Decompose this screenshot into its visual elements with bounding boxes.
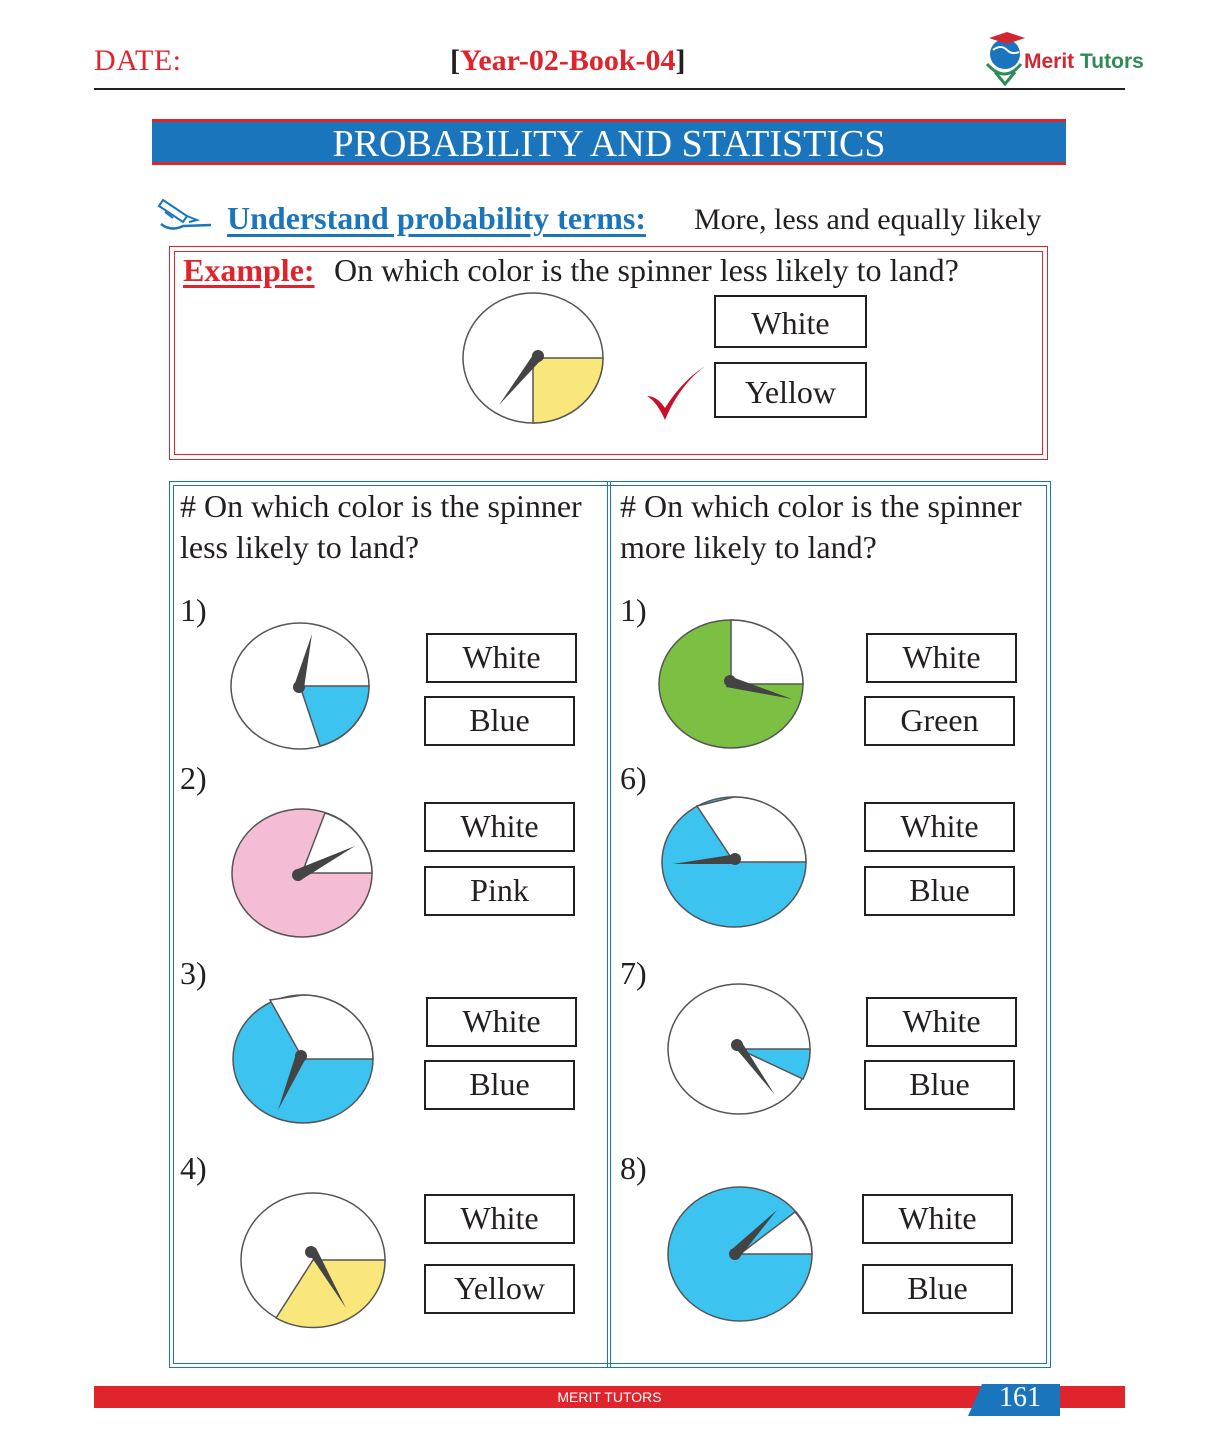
left-item-4-spinner [238,1190,388,1330]
example-label: Example: [183,252,315,288]
left-item-1-spinner [228,620,372,752]
book-code-open-bracket: [ [450,44,460,77]
left-item-3-option-blue[interactable]: Blue [424,1060,575,1110]
right-item-7-spinner [665,981,813,1117]
left-item-4-number: 4) [180,1150,207,1186]
left-item-4-option-white[interactable]: White [424,1194,575,1244]
example-question: On which color is the spinner less likely to land? [334,252,959,288]
right-item-1-number: 1) [620,592,647,628]
book-code-close-bracket: ] [675,44,686,77]
right-item-8-number: 8) [620,1150,647,1186]
right-item-6-number: 6) [620,760,647,796]
right-item-6-option-blue[interactable]: Blue [864,866,1015,916]
left-item-2-number: 2) [180,760,207,796]
left-item-3-number: 3) [180,955,207,991]
right-item-6-option-white[interactable]: White [864,802,1015,852]
right-item-6-spinner [659,794,809,930]
example-spinner [460,290,606,426]
logo-wordmark [1024,50,1144,74]
column-divider [607,481,611,1368]
subheading-terms: More, less and equally likely [694,203,1042,236]
left-item-3-option-white[interactable]: White [426,997,577,1047]
section-banner: PROBABILITY AND STATISTICS [152,119,1066,165]
example-option-white[interactable]: White [714,295,867,348]
pencil-writing-icon [157,194,217,236]
date-label: DATE: [94,44,182,77]
left-item-4-option-yellow[interactable]: Yellow [424,1264,575,1314]
book-code-text: Year-02-Book-04 [460,44,676,77]
right-item-7-option-white[interactable]: White [866,997,1017,1047]
right-item-7-option-blue[interactable]: Blue [864,1060,1015,1110]
right-item-8-option-blue[interactable]: Blue [862,1264,1013,1314]
left-item-1-number: 1) [180,592,207,628]
logo-word-tutors: Tutors [1080,50,1144,73]
logo-word-merit: Merit [1024,50,1075,73]
subheading-title: Understand probability terms: [227,200,646,236]
left-item-2-option-pink[interactable]: Pink [424,866,575,916]
left-column-question: # On which color is the spinner less likely to land? [180,488,582,565]
left-item-2-spinner [229,806,375,940]
right-column-question: # On which color is the spinner more likely to land? [620,488,1022,565]
header-divider [94,88,1125,90]
book-code [450,44,686,78]
right-item-1-option-green[interactable]: Green [864,696,1015,746]
checkmark-icon [645,364,707,424]
left-item-1-option-white[interactable]: White [426,633,577,683]
footer-bar: MERIT TUTORS [94,1386,1125,1408]
left-item-3-spinner [230,992,376,1126]
right-item-8-option-white[interactable]: White [862,1194,1013,1244]
page-number: 161 [999,1382,1041,1413]
right-item-8-spinner [665,1184,815,1324]
left-item-2-option-white[interactable]: White [424,802,575,852]
left-item-1-option-blue[interactable]: Blue [424,696,575,746]
right-item-7-number: 7) [620,955,647,991]
right-item-1-spinner [656,617,806,751]
example-option-yellow[interactable]: Yellow [714,362,867,418]
right-item-1-option-white[interactable]: White [866,633,1017,683]
